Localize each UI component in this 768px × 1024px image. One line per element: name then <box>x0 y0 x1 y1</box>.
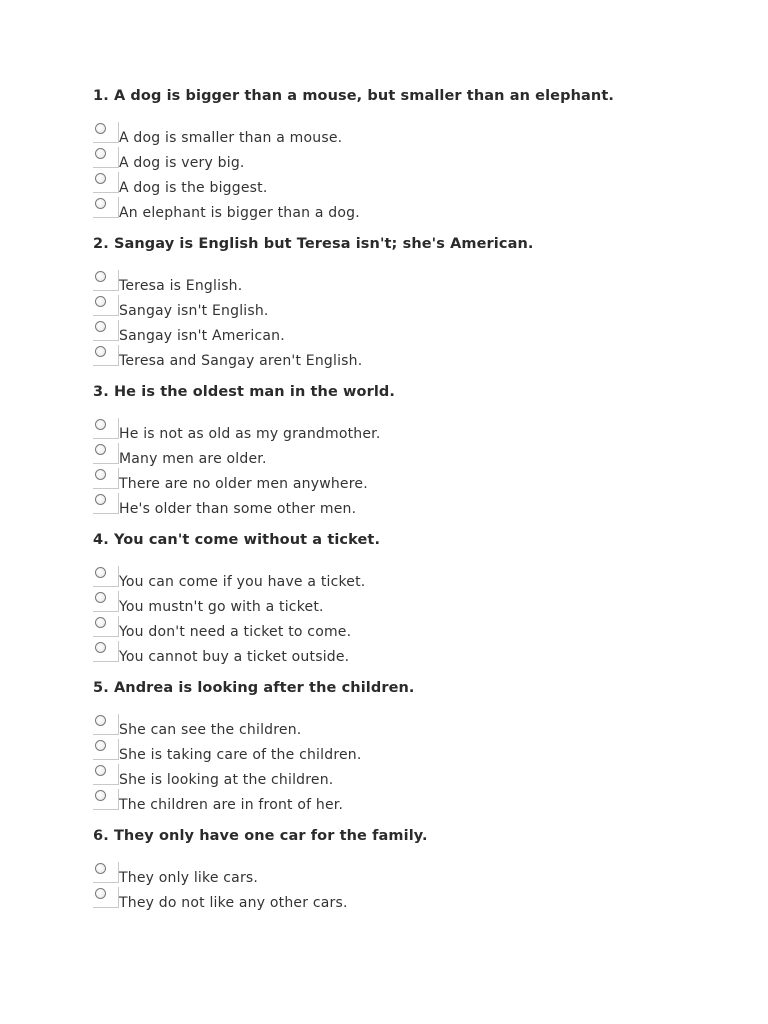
radio-cell <box>93 122 119 143</box>
options-list <box>93 418 733 518</box>
radio-button[interactable] <box>95 740 106 751</box>
option-3c[interactable] <box>93 468 733 493</box>
radio-button[interactable] <box>95 296 106 307</box>
radio-cell <box>93 468 119 489</box>
option-label: Sangay isn't American. <box>119 328 285 344</box>
radio-button[interactable] <box>95 888 106 899</box>
option-label: She is taking care of the children. <box>119 747 362 763</box>
radio-cell <box>93 418 119 439</box>
option-4c[interactable] <box>93 616 733 641</box>
radio-button[interactable] <box>95 444 106 455</box>
option-label: Many men are older. <box>119 451 267 467</box>
question-5 <box>93 678 733 814</box>
question-title: 6. They only have one car for the family. <box>93 828 428 844</box>
option-1b[interactable] <box>93 147 733 172</box>
radio-cell <box>93 270 119 291</box>
option-3b[interactable] <box>93 443 733 468</box>
radio-button[interactable] <box>95 419 106 430</box>
option-5a[interactable] <box>93 714 733 739</box>
radio-button[interactable] <box>95 494 106 505</box>
radio-button[interactable] <box>95 469 106 480</box>
option-label: The children are in front of her. <box>119 797 344 813</box>
option-4d[interactable] <box>93 641 733 666</box>
radio-button[interactable] <box>95 863 106 874</box>
option-label: You don't need a ticket to come. <box>119 624 352 640</box>
options-list <box>93 862 733 912</box>
radio-cell <box>93 591 119 612</box>
option-2d[interactable] <box>93 345 733 370</box>
option-label: She can see the children. <box>119 722 302 738</box>
radio-button[interactable] <box>95 173 106 184</box>
radio-cell <box>93 789 119 810</box>
option-label: He is not as old as my grandmother. <box>119 426 381 442</box>
option-label: Sangay isn't English. <box>119 303 269 319</box>
radio-button[interactable] <box>95 790 106 801</box>
radio-button[interactable] <box>95 148 106 159</box>
options-list <box>93 270 733 370</box>
radio-cell <box>93 147 119 168</box>
option-1d[interactable] <box>93 197 733 222</box>
question-2 <box>93 234 733 370</box>
option-2b[interactable] <box>93 295 733 320</box>
option-label: An elephant is bigger than a dog. <box>119 205 360 221</box>
option-1c[interactable] <box>93 172 733 197</box>
option-3d[interactable] <box>93 493 733 518</box>
option-6a[interactable] <box>93 862 733 887</box>
radio-button[interactable] <box>95 123 106 134</box>
radio-cell <box>93 295 119 316</box>
option-label: He's older than some other men. <box>119 501 357 517</box>
options-list <box>93 122 733 222</box>
radio-cell <box>93 714 119 735</box>
radio-button[interactable] <box>95 271 106 282</box>
option-label: You mustn't go with a ticket. <box>119 599 324 615</box>
question-title: 5. Andrea is looking after the children. <box>93 680 415 696</box>
radio-cell <box>93 172 119 193</box>
question-title: 3. He is the oldest man in the world. <box>93 384 396 400</box>
option-label: They only like cars. <box>119 870 259 886</box>
radio-button[interactable] <box>95 321 106 332</box>
question-6 <box>93 826 733 912</box>
question-3 <box>93 382 733 518</box>
radio-button[interactable] <box>95 617 106 628</box>
radio-cell <box>93 566 119 587</box>
radio-cell <box>93 345 119 366</box>
option-label: They do not like any other cars. <box>119 895 348 911</box>
radio-button[interactable] <box>95 198 106 209</box>
option-5c[interactable] <box>93 764 733 789</box>
radio-cell <box>93 862 119 883</box>
option-1a[interactable] <box>93 122 733 147</box>
option-label: Teresa is English. <box>119 278 243 294</box>
option-label: A dog is smaller than a mouse. <box>119 130 343 146</box>
radio-cell <box>93 739 119 760</box>
radio-cell <box>93 493 119 514</box>
option-4a[interactable] <box>93 566 733 591</box>
option-label: A dog is the biggest. <box>119 180 268 196</box>
radio-button[interactable] <box>95 642 106 653</box>
option-4b[interactable] <box>93 591 733 616</box>
option-label: A dog is very big. <box>119 155 245 171</box>
radio-button[interactable] <box>95 765 106 776</box>
question-title: 4. You can't come without a ticket. <box>93 532 381 548</box>
radio-cell <box>93 320 119 341</box>
option-label: She is looking at the children. <box>119 772 334 788</box>
radio-button[interactable] <box>95 592 106 603</box>
radio-button[interactable] <box>95 567 106 578</box>
option-2a[interactable] <box>93 270 733 295</box>
option-5b[interactable] <box>93 739 733 764</box>
option-label: You cannot buy a ticket outside. <box>119 649 350 665</box>
question-4 <box>93 530 733 666</box>
question-title: 2. Sangay is English but Teresa isn't; she's American. <box>93 236 534 252</box>
radio-button[interactable] <box>95 715 106 726</box>
radio-cell <box>93 764 119 785</box>
radio-cell <box>93 887 119 908</box>
radio-cell <box>93 197 119 218</box>
option-6b[interactable] <box>93 887 733 912</box>
radio-button[interactable] <box>95 346 106 357</box>
option-label: There are no older men anywhere. <box>119 476 368 492</box>
radio-cell <box>93 443 119 464</box>
question-1 <box>93 86 733 222</box>
options-list <box>93 714 733 814</box>
option-label: You can come if you have a ticket. <box>119 574 366 590</box>
radio-cell <box>93 641 119 662</box>
option-5d[interactable] <box>93 789 733 814</box>
option-2c[interactable] <box>93 320 733 345</box>
options-list <box>93 566 733 666</box>
quiz <box>93 86 733 912</box>
question-title: 1. A dog is bigger than a mouse, but smaller than an elephant. <box>93 88 614 104</box>
option-3a[interactable] <box>93 418 733 443</box>
option-label: Teresa and Sangay aren't English. <box>119 353 363 369</box>
radio-cell <box>93 616 119 637</box>
